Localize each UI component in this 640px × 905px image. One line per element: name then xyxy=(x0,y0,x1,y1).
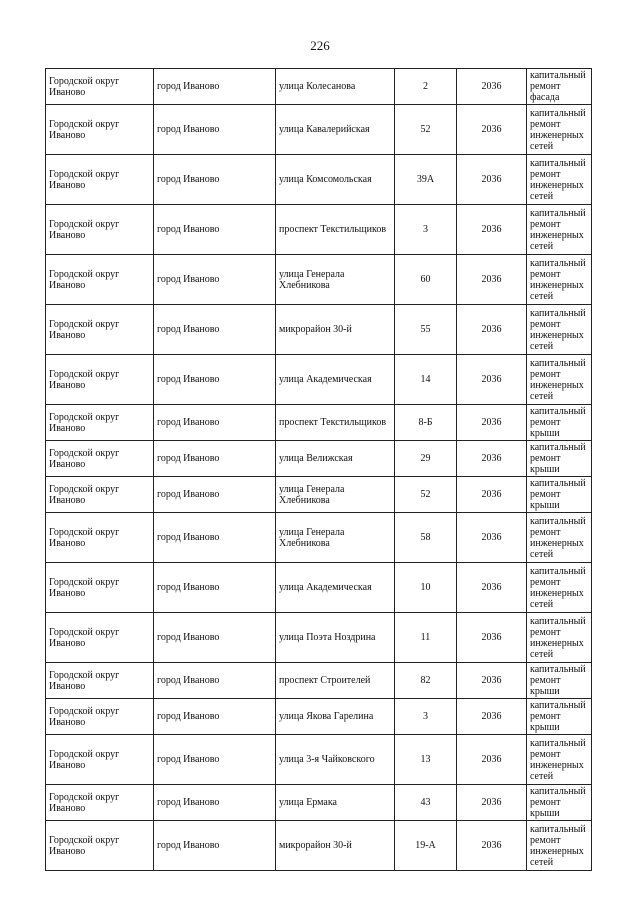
street-cell: проспект Текстильщиков xyxy=(276,405,395,441)
work-type-cell: капитальный ремонт крыши xyxy=(527,405,592,441)
house-number-cell: 39А xyxy=(395,155,457,205)
table-row xyxy=(46,105,592,155)
year-cell: 2036 xyxy=(457,405,527,441)
house-number-cell: 58 xyxy=(395,513,457,563)
city-cell: город Иваново xyxy=(154,513,276,563)
table-row xyxy=(46,663,592,699)
street-cell: улица Генерала Хлебникова xyxy=(276,255,395,305)
municipality-cell: Городской округ Иваново xyxy=(46,663,154,699)
year-cell: 2036 xyxy=(457,255,527,305)
house-number-cell: 3 xyxy=(395,205,457,255)
house-number-cell: 8-Б xyxy=(395,405,457,441)
year-cell: 2036 xyxy=(457,821,527,871)
year-cell: 2036 xyxy=(457,305,527,355)
street-cell: улица Комсомольская xyxy=(276,155,395,205)
house-number-cell: 82 xyxy=(395,663,457,699)
year-cell: 2036 xyxy=(457,699,527,735)
house-number-cell: 52 xyxy=(395,105,457,155)
city-cell: город Иваново xyxy=(154,613,276,663)
municipality-cell: Городской округ Иваново xyxy=(46,155,154,205)
street-cell: микрорайон 30-й xyxy=(276,305,395,355)
work-type-cell: капитальный ремонт крыши xyxy=(527,785,592,821)
house-number-cell: 2 xyxy=(395,69,457,105)
city-cell: город Иваново xyxy=(154,255,276,305)
municipality-cell: Городской округ Иваново xyxy=(46,69,154,105)
city-cell: город Иваново xyxy=(154,663,276,699)
work-type-cell: капитальный ремонт крыши xyxy=(527,663,592,699)
house-number-cell: 60 xyxy=(395,255,457,305)
street-cell: проспект Текстильщиков xyxy=(276,205,395,255)
work-type-cell: капитальный ремонт инженерных сетей xyxy=(527,513,592,563)
house-number-cell: 13 xyxy=(395,735,457,785)
work-type-cell: капитальный ремонт фасада xyxy=(527,69,592,105)
year-cell: 2036 xyxy=(457,69,527,105)
municipality-cell: Городской округ Иваново xyxy=(46,821,154,871)
city-cell: город Иваново xyxy=(154,699,276,735)
municipality-cell: Городской округ Иваново xyxy=(46,305,154,355)
year-cell: 2036 xyxy=(457,735,527,785)
year-cell: 2036 xyxy=(457,513,527,563)
table-row xyxy=(46,155,592,205)
municipality-cell: Городской округ Иваново xyxy=(46,699,154,735)
work-type-cell: капитальный ремонт крыши xyxy=(527,441,592,477)
work-type-cell: капитальный ремонт инженерных сетей xyxy=(527,735,592,785)
street-cell: улица Академическая xyxy=(276,355,395,405)
city-cell: город Иваново xyxy=(154,355,276,405)
table-row xyxy=(46,69,592,105)
city-cell: город Иваново xyxy=(154,155,276,205)
house-number-cell: 11 xyxy=(395,613,457,663)
municipality-cell: Городской округ Иваново xyxy=(46,441,154,477)
table-row xyxy=(46,477,592,513)
year-cell: 2036 xyxy=(457,477,527,513)
municipality-cell: Городской округ Иваново xyxy=(46,513,154,563)
table-row xyxy=(46,441,592,477)
table-row xyxy=(46,613,592,663)
street-cell: улица Поэта Ноздрина xyxy=(276,613,395,663)
work-type-cell: капитальный ремонт инженерных сетей xyxy=(527,355,592,405)
city-cell: город Иваново xyxy=(154,735,276,785)
municipality-cell: Городской округ Иваново xyxy=(46,477,154,513)
table-row xyxy=(46,355,592,405)
table-row xyxy=(46,513,592,563)
city-cell: город Иваново xyxy=(154,105,276,155)
city-cell: город Иваново xyxy=(154,563,276,613)
table-row xyxy=(46,255,592,305)
house-number-cell: 14 xyxy=(395,355,457,405)
work-type-cell: капитальный ремонт инженерных сетей xyxy=(527,105,592,155)
work-type-cell: капитальный ремонт инженерных сетей xyxy=(527,155,592,205)
municipality-cell: Городской округ Иваново xyxy=(46,613,154,663)
city-cell: город Иваново xyxy=(154,305,276,355)
city-cell: город Иваново xyxy=(154,821,276,871)
year-cell: 2036 xyxy=(457,563,527,613)
street-cell: улица Генерала Хлебникова xyxy=(276,513,395,563)
table-row xyxy=(46,205,592,255)
street-cell: проспект Строителей xyxy=(276,663,395,699)
registry-rows xyxy=(46,69,592,871)
house-number-cell: 52 xyxy=(395,477,457,513)
street-cell: улица Колесанова xyxy=(276,69,395,105)
street-cell: микрорайон 30-й xyxy=(276,821,395,871)
year-cell: 2036 xyxy=(457,205,527,255)
municipality-cell: Городской округ Иваново xyxy=(46,405,154,441)
street-cell: улица Кавалерийская xyxy=(276,105,395,155)
registry-table xyxy=(45,68,592,871)
work-type-cell: капитальный ремонт инженерных сетей xyxy=(527,821,592,871)
street-cell: улица 3-я Чайковского xyxy=(276,735,395,785)
table-row xyxy=(46,821,592,871)
street-cell: улица Академическая xyxy=(276,563,395,613)
page-number: 226 xyxy=(310,38,330,53)
municipality-cell: Городской округ Иваново xyxy=(46,255,154,305)
street-cell: улица Ермака xyxy=(276,785,395,821)
city-cell: город Иваново xyxy=(154,785,276,821)
municipality-cell: Городской округ Иваново xyxy=(46,785,154,821)
house-number-cell: 29 xyxy=(395,441,457,477)
work-type-cell: капитальный ремонт инженерных сетей xyxy=(527,255,592,305)
street-cell: улица Генерала Хлебникова xyxy=(276,477,395,513)
city-cell: город Иваново xyxy=(154,405,276,441)
street-cell: улица Якова Гарелина xyxy=(276,699,395,735)
year-cell: 2036 xyxy=(457,105,527,155)
year-cell: 2036 xyxy=(457,155,527,205)
year-cell: 2036 xyxy=(457,441,527,477)
municipality-cell: Городской округ Иваново xyxy=(46,205,154,255)
city-cell: город Иваново xyxy=(154,477,276,513)
municipality-cell: Городской округ Иваново xyxy=(46,105,154,155)
table-row xyxy=(46,785,592,821)
municipality-cell: Городской округ Иваново xyxy=(46,355,154,405)
house-number-cell: 55 xyxy=(395,305,457,355)
house-number-cell: 3 xyxy=(395,699,457,735)
municipality-cell: Городской округ Иваново xyxy=(46,563,154,613)
work-type-cell: капитальный ремонт крыши xyxy=(527,699,592,735)
year-cell: 2036 xyxy=(457,663,527,699)
work-type-cell: капитальный ремонт крыши xyxy=(527,477,592,513)
city-cell: город Иваново xyxy=(154,69,276,105)
work-type-cell: капитальный ремонт инженерных сетей xyxy=(527,205,592,255)
city-cell: город Иваново xyxy=(154,205,276,255)
year-cell: 2036 xyxy=(457,613,527,663)
work-type-cell: капитальный ремонт инженерных сетей xyxy=(527,563,592,613)
street-cell: улица Велижская xyxy=(276,441,395,477)
year-cell: 2036 xyxy=(457,785,527,821)
table-row xyxy=(46,563,592,613)
table-row xyxy=(46,699,592,735)
municipality-cell: Городской округ Иваново xyxy=(46,735,154,785)
table-row xyxy=(46,405,592,441)
work-type-cell: капитальный ремонт инженерных сетей xyxy=(527,613,592,663)
city-cell: город Иваново xyxy=(154,441,276,477)
table-row xyxy=(46,735,592,785)
work-type-cell: капитальный ремонт инженерных сетей xyxy=(527,305,592,355)
house-number-cell: 10 xyxy=(395,563,457,613)
year-cell: 2036 xyxy=(457,355,527,405)
house-number-cell: 19-А xyxy=(395,821,457,871)
house-number-cell: 43 xyxy=(395,785,457,821)
table-row xyxy=(46,305,592,355)
